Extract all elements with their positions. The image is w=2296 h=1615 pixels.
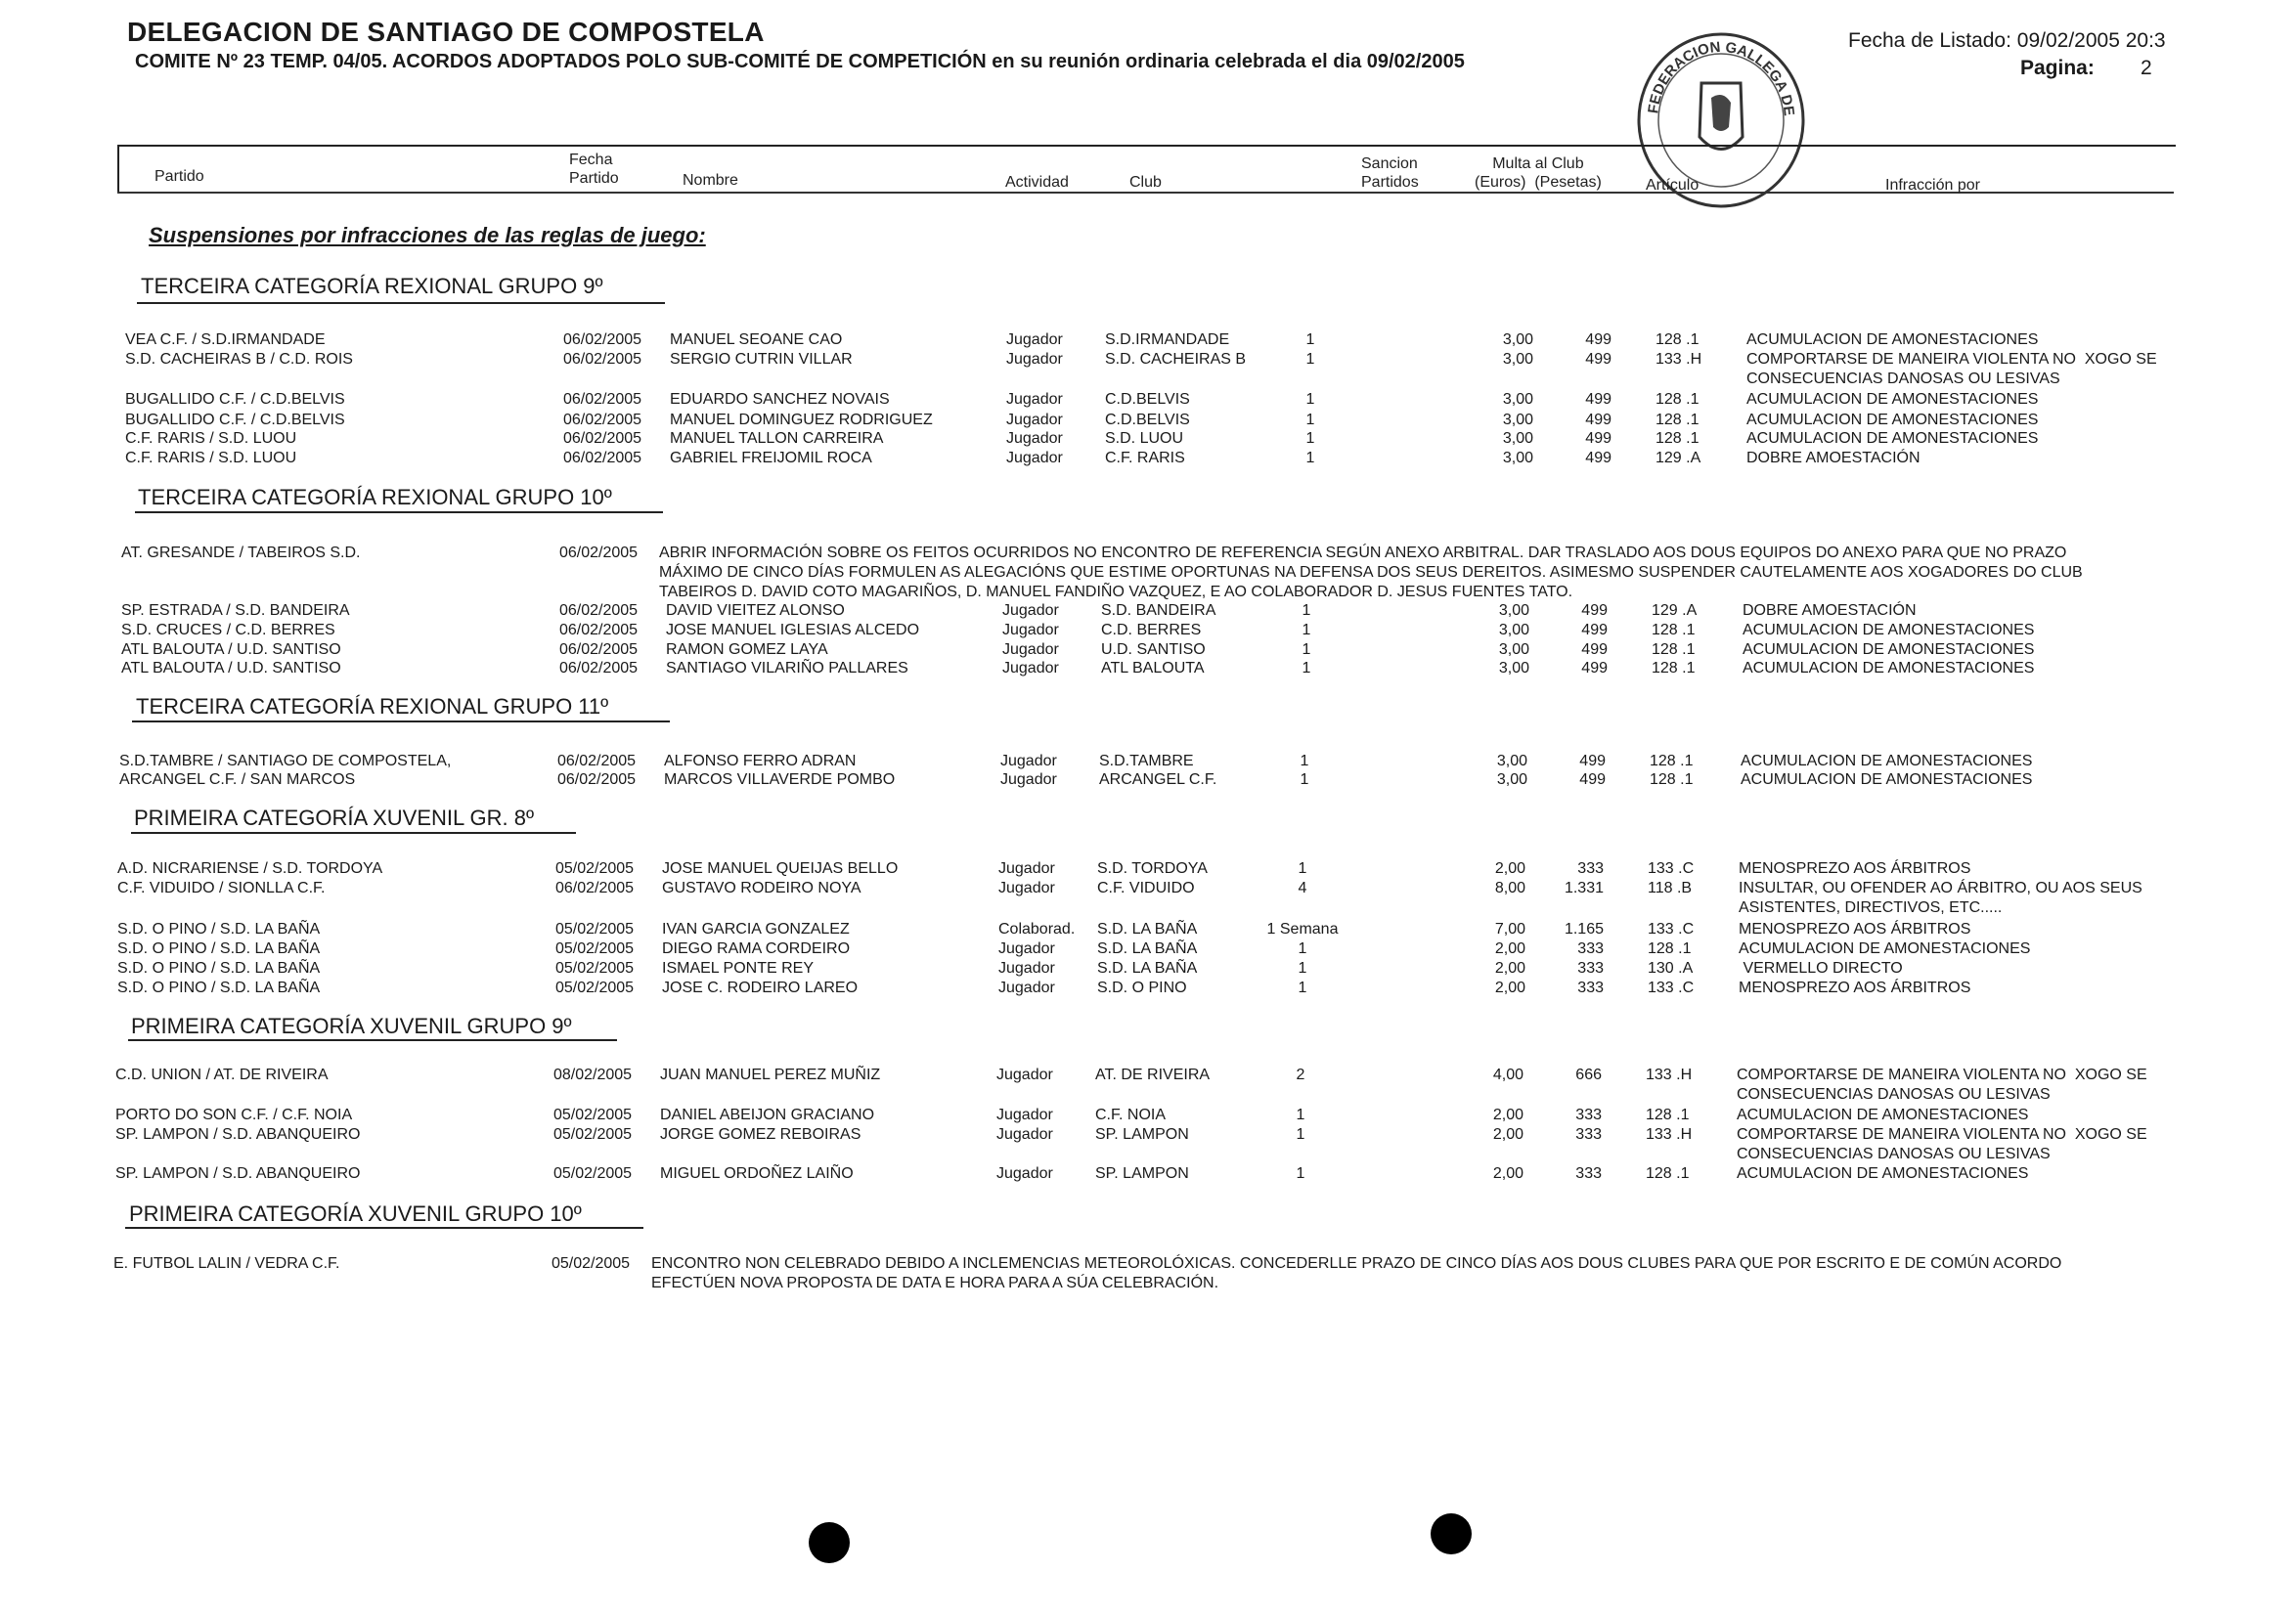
date-cell: 06/02/2005 — [559, 602, 639, 619]
club-cell: ARCANGEL C.F. — [1099, 771, 1217, 788]
sanction-cell: 2 — [1296, 1067, 1305, 1083]
article-cell: 128 .1 — [1650, 753, 1694, 769]
note-partido: E. FUTBOL LALIN / VEDRA C.F. — [113, 1255, 340, 1272]
fine-euros-cell: 3,00 — [1502, 450, 1533, 466]
match-cell: C.F. RARIS / S.D. LUOU — [125, 430, 297, 447]
match-cell: BUGALLIDO C.F. / C.D.BELVIS — [125, 412, 345, 428]
fine-euros-cell: 3,00 — [1502, 351, 1533, 368]
activity-cell: Jugador — [998, 860, 1055, 877]
category-title: PRIMEIRA CATEGORÍA XUVENIL GR. 8º — [134, 806, 535, 830]
date-cell: 05/02/2005 — [555, 921, 635, 938]
match-cell: C.F. RARIS / S.D. LUOU — [125, 450, 297, 466]
activity-cell: Colaborad. — [998, 921, 1076, 938]
infraction-cell: INSULTAR, OU OFENDER AO ÁRBITRO, OU AOS SEUS ASISTENTES, DIRECTIVOS, ETC..... — [1739, 880, 2142, 916]
name-cell: SERGIO CUTRIN VILLAR — [670, 351, 853, 368]
date-cell: 05/02/2005 — [555, 960, 635, 977]
fine-pesetas-cell: 499 — [1585, 331, 1612, 348]
fine-euros-cell: 3,00 — [1502, 391, 1533, 408]
club-cell: SP. LAMPON — [1095, 1165, 1189, 1182]
sanction-cell: 1 — [1296, 1107, 1305, 1123]
name-cell: RAMON GOMEZ LAYA — [666, 641, 828, 658]
club-cell: S.D. LA BAÑA — [1097, 921, 1198, 938]
match-cell: SP. ESTRADA / S.D. BANDEIRA — [121, 602, 350, 619]
fine-pesetas-cell: 333 — [1577, 980, 1604, 996]
col-actividad: Actividad — [1005, 174, 1069, 191]
club-cell: C.D. BERRES — [1101, 622, 1202, 638]
col-club: Club — [1129, 174, 1162, 191]
category-underline — [125, 1227, 643, 1229]
fine-euros-cell: 2,00 — [1494, 860, 1525, 877]
article-cell: 128 .1 — [1656, 391, 1700, 408]
table-row — [121, 621, 2194, 640]
club-cell: C.F. VIDUIDO — [1097, 880, 1195, 896]
activity-cell: Jugador — [1000, 771, 1057, 788]
date-cell: 08/02/2005 — [553, 1067, 633, 1083]
infraction-cell: ACUMULACION DE AMONESTACIONES — [1743, 641, 2035, 658]
match-cell: SP. LAMPON / S.D. ABANQUEIRO — [115, 1165, 361, 1182]
table-row — [125, 350, 2198, 387]
activity-cell: Jugador — [996, 1165, 1053, 1182]
fine-pesetas-cell: 499 — [1579, 771, 1606, 788]
fine-pesetas-cell: 333 — [1577, 940, 1604, 957]
table-row — [125, 330, 2198, 350]
club-cell: ATL BALOUTA — [1101, 660, 1205, 677]
table-row — [117, 920, 2190, 939]
table-row — [115, 1164, 2188, 1184]
name-cell: MANUEL DOMINGUEZ RODRIGUEZ — [670, 412, 933, 428]
fine-pesetas-cell: 499 — [1585, 450, 1612, 466]
date-cell: 06/02/2005 — [563, 450, 642, 466]
category-underline — [132, 720, 670, 722]
article-cell: 128 .1 — [1652, 622, 1696, 638]
fine-euros-cell: 3,00 — [1496, 771, 1527, 788]
fine-pesetas-cell: 666 — [1575, 1067, 1602, 1083]
table-row — [119, 770, 2192, 790]
name-cell: MIGUEL ORDOÑEZ LAIÑO — [660, 1165, 854, 1182]
club-cell: SP. LAMPON — [1095, 1126, 1189, 1143]
sanction-cell: 4 — [1298, 880, 1307, 896]
name-cell: ALFONSO FERRO ADRAN — [664, 753, 857, 769]
sanction-cell: 1 — [1300, 753, 1309, 769]
category-underline — [131, 832, 576, 834]
date-cell: 06/02/2005 — [559, 641, 639, 658]
note-text: ABRIR INFORMACIÓN SOBRE OS FEITOS OCURRIDOS NO ENCONTRO DE REFERENCIA SEGÚN ANEXO ARBITRAL. DAR TRASLADO AOS DOUS EQUIPOS DO ANEXO PARA QUE NO PRAZO MÁXIMO DE CINCO DÍAS FORMULEN AS ALEGACIÓNS QUE ESTIME OPORTUNAS NA DEFENSA DOS SEUS DEREITOS. ASIMESMO SUSPENDER CAUTELAMENTE AOS XOGADORES DO CLUB TABEIROS D. DAVID COTO MAGARIÑOS, D. MANUEL FANDIÑO VAZQUEZ, E AO COLABORADOR D. JESUS FUENTES TATO. — [659, 545, 2083, 600]
sanction-cell: 1 — [1302, 641, 1311, 658]
date-cell: 06/02/2005 — [557, 753, 637, 769]
category-title: TERCEIRA CATEGORÍA REXIONAL GRUPO 9º — [141, 274, 603, 298]
table-row — [125, 449, 2198, 468]
fine-pesetas-cell: 499 — [1581, 622, 1608, 638]
category-title: PRIMEIRA CATEGORÍA XUVENIL GRUPO 9º — [131, 1014, 572, 1038]
sanction-cell: 1 — [1298, 980, 1307, 996]
sanction-cell: 1 — [1302, 622, 1311, 638]
match-cell: C.F. VIDUIDO / SIONLLA C.F. — [117, 880, 326, 896]
fine-pesetas-cell: 499 — [1579, 753, 1606, 769]
match-cell: SP. LAMPON / S.D. ABANQUEIRO — [115, 1126, 361, 1143]
table-row — [115, 1125, 2188, 1162]
article-cell: 129 .A — [1656, 450, 1701, 466]
fine-pesetas-cell: 1.165 — [1564, 921, 1604, 938]
article-cell: 118 .B — [1648, 880, 1693, 896]
infraction-cell: DOBRE AMOESTACIÓN — [1743, 602, 1917, 619]
article-cell: 130 .A — [1648, 960, 1694, 977]
note-text: ENCONTRO NON CELEBRADO DEBIDO A INCLEMENCIAS METEOROLÓXICAS. CONCEDERLLE PRAZO DE CINCO DÍAS AOS DOUS CLUBES PARA QUE POR ESCRITO E DE COMÚN ACORDO EFECTÚEN NOVA PROPOSTA DE DATA E HORA PARA A SÚA CELEBRACIÓN. — [651, 1255, 2062, 1291]
date-cell: 06/02/2005 — [563, 391, 642, 408]
club-cell: S.D. CACHEIRAS B — [1105, 351, 1247, 368]
category-title: PRIMEIRA CATEGORÍA XUVENIL GRUPO 10º — [129, 1201, 582, 1226]
article-cell: 129 .A — [1652, 602, 1698, 619]
activity-cell: Jugador — [998, 880, 1055, 896]
page-number: 2 — [2141, 57, 2152, 79]
activity-cell: Jugador — [998, 960, 1055, 977]
fine-pesetas-cell: 333 — [1575, 1165, 1602, 1182]
infraction-cell: VERMELLO DIRECTO — [1739, 960, 1903, 977]
col-nombre: Nombre — [683, 172, 738, 189]
activity-cell: Jugador — [1002, 641, 1059, 658]
match-cell: S.D. O PINO / S.D. LA BAÑA — [117, 980, 321, 996]
fine-euros-cell: 3,00 — [1498, 622, 1529, 638]
club-cell: S.D.TAMBRE — [1099, 753, 1194, 769]
infraction-cell: ACUMULACION DE AMONESTACIONES — [1737, 1165, 2029, 1182]
activity-cell: Jugador — [996, 1126, 1053, 1143]
fine-euros-cell: 3,00 — [1498, 602, 1529, 619]
infraction-cell: ACUMULACION DE AMONESTACIONES — [1746, 331, 2039, 348]
match-cell: S.D. O PINO / S.D. LA BAÑA — [117, 921, 321, 938]
club-cell: AT. DE RIVEIRA — [1095, 1067, 1211, 1083]
fine-euros-cell: 2,00 — [1492, 1165, 1523, 1182]
article-cell: 133 .C — [1648, 921, 1695, 938]
infraction-cell: COMPORTARSE DE MANEIRA VIOLENTA NO XOGO SE CONSECUENCIAS DANOSAS OU LESIVAS — [1737, 1126, 2147, 1162]
note-fecha: 06/02/2005 — [559, 545, 639, 561]
fine-pesetas-cell: 499 — [1581, 641, 1608, 658]
note-fecha: 05/02/2005 — [552, 1255, 631, 1272]
table-row — [119, 752, 2192, 771]
name-cell: JOSE C. RODEIRO LAREO — [662, 980, 859, 996]
article-cell: 128 .1 — [1656, 412, 1700, 428]
activity-cell: Jugador — [1002, 660, 1059, 677]
name-cell: JOSE MANUEL QUEIJAS BELLO — [662, 860, 899, 877]
name-cell: MANUEL TALLON CARREIRA — [670, 430, 884, 447]
table-row — [125, 390, 2198, 410]
sanction-cell: 1 Semana — [1266, 921, 1339, 938]
name-cell: JUAN MANUEL PEREZ MUÑIZ — [660, 1067, 881, 1083]
article-cell: 133 .H — [1646, 1067, 1693, 1083]
activity-cell: Jugador — [1000, 753, 1057, 769]
date-cell: 06/02/2005 — [563, 412, 642, 428]
table-header-divider — [117, 192, 2174, 194]
club-cell: S.D. BANDEIRA — [1101, 602, 1216, 619]
fine-euros-cell: 8,00 — [1494, 880, 1525, 896]
infraction-cell: ACUMULACION DE AMONESTACIONES — [1741, 771, 2033, 788]
infraction-cell: ACUMULACION DE AMONESTACIONES — [1739, 940, 2031, 957]
fine-pesetas-cell: 499 — [1585, 351, 1612, 368]
article-cell: 128 .1 — [1646, 1107, 1690, 1123]
article-cell: 133 .C — [1648, 980, 1695, 996]
name-cell: JORGE GOMEZ REBOIRAS — [660, 1126, 861, 1143]
infraction-cell: ACUMULACION DE AMONESTACIONES — [1743, 660, 2035, 677]
table-row — [115, 1066, 2188, 1103]
fine-pesetas-cell: 333 — [1575, 1107, 1602, 1123]
infraction-cell: ACUMULACION DE AMONESTACIONES — [1737, 1107, 2029, 1123]
table-row — [117, 979, 2190, 998]
fine-pesetas-cell: 1.331 — [1564, 880, 1604, 896]
article-cell: 128 .1 — [1652, 641, 1696, 658]
fine-pesetas-cell: 499 — [1585, 412, 1612, 428]
table-row — [117, 859, 2190, 879]
date-cell: 05/02/2005 — [553, 1165, 633, 1182]
category-underline — [135, 511, 663, 513]
name-cell: GUSTAVO RODEIRO NOYA — [662, 880, 861, 896]
article-cell: 133 .H — [1656, 351, 1702, 368]
category-title: TERCEIRA CATEGORÍA REXIONAL GRUPO 11º — [136, 694, 609, 719]
table-row — [117, 939, 2190, 959]
activity-cell: Jugador — [1002, 602, 1059, 619]
table-row — [115, 1106, 2188, 1125]
date-cell: 06/02/2005 — [559, 622, 639, 638]
club-cell: U.D. SANTISO — [1101, 641, 1206, 658]
name-cell: ISMAEL PONTE REY — [662, 960, 814, 977]
fine-pesetas-cell: 333 — [1577, 960, 1604, 977]
category-underline — [128, 1039, 617, 1041]
match-cell: A.D. NICRARIENSE / S.D. TORDOYA — [117, 860, 383, 877]
match-cell: S.D. O PINO / S.D. LA BAÑA — [117, 960, 321, 977]
activity-cell: Jugador — [1006, 412, 1063, 428]
date-cell: 06/02/2005 — [555, 880, 635, 896]
date-cell: 05/02/2005 — [553, 1126, 633, 1143]
date-cell: 05/02/2005 — [555, 860, 635, 877]
fine-pesetas-cell: 333 — [1575, 1126, 1602, 1143]
col-articulo: Artículo — [1646, 177, 1700, 194]
fine-pesetas-cell: 499 — [1585, 391, 1612, 408]
fine-euros-cell: 3,00 — [1498, 660, 1529, 677]
article-cell: 128 .1 — [1650, 771, 1694, 788]
name-cell: DIEGO RAMA CORDEIRO — [662, 940, 851, 957]
infraction-cell: ACUMULACION DE AMONESTACIONES — [1746, 412, 2039, 428]
fine-pesetas-cell: 499 — [1585, 430, 1612, 447]
date-cell: 05/02/2005 — [553, 1107, 633, 1123]
svg-text:FEDERACION GALLEGA DE FUTBOL: FEDERACION GALLEGA DE — [1645, 38, 1797, 117]
infraction-cell: DOBRE AMOESTACIÓN — [1746, 450, 1921, 466]
article-cell: 128 .1 — [1646, 1165, 1690, 1182]
fine-euros-cell: 2,00 — [1494, 960, 1525, 977]
fine-euros-cell: 2,00 — [1494, 980, 1525, 996]
sanction-cell: 1 — [1305, 450, 1315, 466]
club-cell: S.D. LA BAÑA — [1097, 960, 1198, 977]
fine-euros-cell: 7,00 — [1494, 921, 1525, 938]
date-cell: 06/02/2005 — [563, 331, 642, 348]
col-infraccion: Infracción por — [1885, 177, 1980, 194]
fine-pesetas-cell: 499 — [1581, 602, 1608, 619]
name-cell: MANUEL SEOANE CAO — [670, 331, 843, 348]
club-cell: S.D.IRMANDADE — [1105, 331, 1230, 348]
match-cell: C.D. UNION / AT. DE RIVEIRA — [115, 1067, 329, 1083]
name-cell: MARCOS VILLAVERDE POMBO — [664, 771, 896, 788]
match-cell: ATL BALOUTA / U.D. SANTISO — [121, 660, 341, 677]
table-row — [121, 640, 2194, 660]
sanction-cell: 1 — [1300, 771, 1309, 788]
article-cell: 133 .H — [1646, 1126, 1693, 1143]
fine-pesetas-cell: 499 — [1581, 660, 1608, 677]
infraction-cell: ACUMULACION DE AMONESTACIONES — [1743, 622, 2035, 638]
sanction-cell: 1 — [1305, 351, 1315, 368]
club-cell: S.D. TORDOYA — [1097, 860, 1208, 877]
infraction-cell: ACUMULACION DE AMONESTACIONES — [1741, 753, 2033, 769]
club-cell: C.F. NOIA — [1095, 1107, 1167, 1123]
fine-euros-cell: 3,00 — [1502, 412, 1533, 428]
club-cell: C.D.BELVIS — [1105, 412, 1190, 428]
activity-cell: Jugador — [996, 1067, 1053, 1083]
activity-cell: Jugador — [998, 980, 1055, 996]
section-title: Suspensiones por infracciones de las reglas de juego: — [149, 223, 706, 247]
fine-euros-cell: 3,00 — [1502, 331, 1533, 348]
date-cell: 06/02/2005 — [559, 660, 639, 677]
club-cell: S.D. LUOU — [1105, 430, 1184, 447]
sanction-cell: 1 — [1302, 602, 1311, 619]
infraction-cell: ACUMULACION DE AMONESTACIONES — [1746, 391, 2039, 408]
col-multa: Multa al Club (Euros) (Pesetas) — [1475, 155, 1602, 191]
fine-euros-cell: 2,00 — [1492, 1107, 1523, 1123]
club-cell: S.D. LA BAÑA — [1097, 940, 1198, 957]
date-cell: 05/02/2005 — [555, 980, 635, 996]
match-cell: VEA C.F. / S.D.IRMANDADE — [125, 331, 326, 348]
sanction-cell: 1 — [1305, 430, 1315, 447]
sanction-cell: 1 — [1298, 940, 1307, 957]
match-cell: ATL BALOUTA / U.D. SANTISO — [121, 641, 341, 658]
page-label: Pagina: — [2020, 57, 2095, 79]
fine-euros-cell: 3,00 — [1502, 430, 1533, 447]
match-cell: S.D. CRUCES / C.D. BERRES — [121, 622, 335, 638]
date-cell: 06/02/2005 — [563, 430, 642, 447]
name-cell: JOSE MANUEL IGLESIAS ALCEDO — [666, 622, 920, 638]
date-cell: 06/02/2005 — [563, 351, 642, 368]
match-cell: PORTO DO SON C.F. / C.F. NOIA — [115, 1107, 353, 1123]
match-cell: S.D. O PINO / S.D. LA BAÑA — [117, 940, 321, 957]
article-cell: 128 .1 — [1648, 940, 1692, 957]
sanction-cell: 1 — [1305, 391, 1315, 408]
table-row — [117, 879, 2190, 916]
infraction-cell: MENOSPREZO AOS ÁRBITROS — [1739, 921, 1971, 938]
sanction-cell: 1 — [1298, 960, 1307, 977]
activity-cell: Jugador — [1002, 622, 1059, 638]
activity-cell: Jugador — [1006, 391, 1063, 408]
table-row — [121, 659, 2194, 678]
sanction-cell: 1 — [1302, 660, 1311, 677]
fine-pesetas-cell: 333 — [1577, 860, 1604, 877]
match-cell: ARCANGEL C.F. / SAN MARCOS — [119, 771, 356, 788]
table-row — [125, 429, 2198, 449]
article-cell: 128 .1 — [1656, 430, 1700, 447]
col-partido: Partido — [155, 168, 204, 185]
date-cell: 06/02/2005 — [557, 771, 637, 788]
activity-cell: Jugador — [1006, 351, 1063, 368]
fine-euros-cell: 3,00 — [1498, 641, 1529, 658]
name-cell: EDUARDO SANCHEZ NOVAIS — [670, 391, 890, 408]
infraction-cell: MENOSPREZO AOS ÁRBITROS — [1739, 860, 1971, 877]
article-cell: 128 .1 — [1656, 331, 1700, 348]
sanction-cell: 1 — [1298, 860, 1307, 877]
category-underline — [137, 302, 665, 304]
punch-hole — [1431, 1513, 1472, 1554]
sanction-cell: 1 — [1296, 1126, 1305, 1143]
table-row — [117, 959, 2190, 979]
club-cell: C.D.BELVIS — [1105, 391, 1190, 408]
activity-cell: Jugador — [996, 1107, 1053, 1123]
activity-cell: Jugador — [1006, 450, 1063, 466]
infraction-cell: MENOSPREZO AOS ÁRBITROS — [1739, 980, 1971, 996]
category-title: TERCEIRA CATEGORÍA REXIONAL GRUPO 10º — [138, 485, 612, 509]
fine-euros-cell: 3,00 — [1496, 753, 1527, 769]
sanction-cell: 1 — [1305, 331, 1315, 348]
name-cell: DANIEL ABEIJON GRACIANO — [660, 1107, 875, 1123]
activity-cell: Jugador — [1006, 331, 1063, 348]
activity-cell: Jugador — [1006, 430, 1063, 447]
infraction-cell: COMPORTARSE DE MANEIRA VIOLENTA NO XOGO SE CONSECUENCIAS DANOSAS OU LESIVAS — [1746, 351, 2157, 387]
club-cell: S.D. O PINO — [1097, 980, 1187, 996]
document-title: DELEGACION DE SANTIAGO DE COMPOSTELA — [127, 17, 765, 47]
document-subtitle: COMITE Nº 23 TEMP. 04/05. ACORDOS ADOPTADOS POLO SUB-COMITÉ DE COMPETICIÓN en su reunión ordinaria celebrada el dia 09/02/2005 — [135, 51, 1465, 72]
match-cell: S.D.TAMBRE / SANTIAGO DE COMPOSTELA, — [119, 753, 452, 769]
name-cell: GABRIEL FREIJOMIL ROCA — [670, 450, 872, 466]
club-cell: C.F. RARIS — [1105, 450, 1185, 466]
col-sancion: Sancion Partidos — [1361, 155, 1419, 191]
name-cell: DAVID VIEITEZ ALONSO — [666, 602, 845, 619]
sanction-cell: 1 — [1305, 412, 1315, 428]
fine-euros-cell: 4,00 — [1492, 1067, 1523, 1083]
col-fecha: Fecha Partido — [569, 152, 619, 187]
name-cell: IVAN GARCIA GONZALEZ — [662, 921, 850, 938]
match-cell: BUGALLIDO C.F. / C.D.BELVIS — [125, 391, 345, 408]
date-cell: 05/02/2005 — [555, 940, 635, 957]
table-row — [121, 601, 2194, 621]
punch-hole — [809, 1522, 850, 1563]
listing-date: Fecha de Listado: 09/02/2005 20:3 — [1848, 29, 2166, 52]
activity-cell: Jugador — [998, 940, 1055, 957]
match-cell: S.D. CACHEIRAS B / C.D. ROIS — [125, 351, 353, 368]
table-row — [125, 411, 2198, 430]
fine-euros-cell: 2,00 — [1492, 1126, 1523, 1143]
fine-euros-cell: 2,00 — [1494, 940, 1525, 957]
article-cell: 128 .1 — [1652, 660, 1696, 677]
sanction-cell: 1 — [1296, 1165, 1305, 1182]
infraction-cell: ACUMULACION DE AMONESTACIONES — [1746, 430, 2039, 447]
infraction-cell: COMPORTARSE DE MANEIRA VIOLENTA NO XOGO SE CONSECUENCIAS DANOSAS OU LESIVAS — [1737, 1067, 2147, 1103]
article-cell: 133 .C — [1648, 860, 1695, 877]
note-partido: AT. GRESANDE / TABEIROS S.D. — [121, 545, 361, 561]
name-cell: SANTIAGO VILARIÑO PALLARES — [666, 660, 908, 677]
